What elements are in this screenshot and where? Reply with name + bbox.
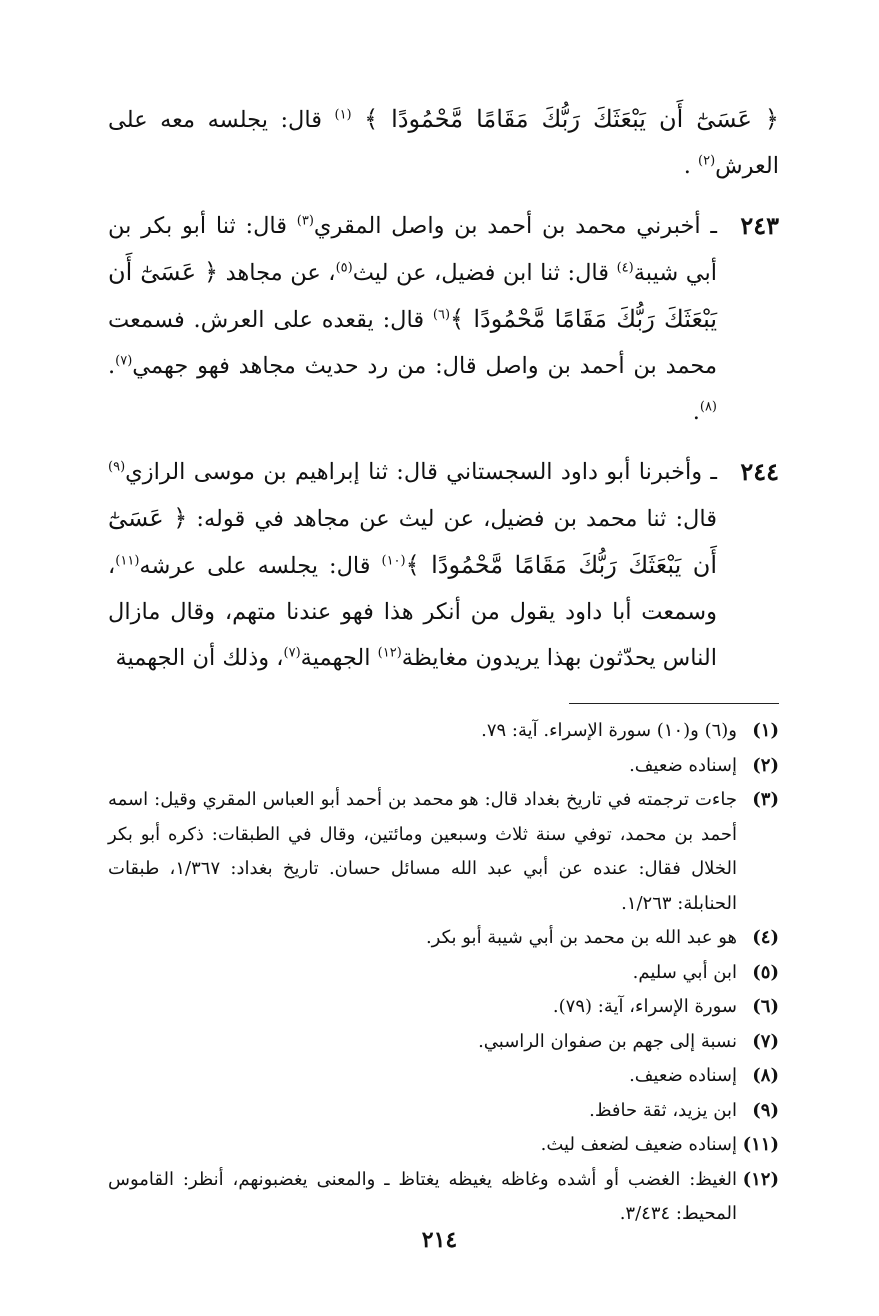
intro-text: قال: يجلسه معه على العرش [108, 107, 779, 179]
footnote-text: إسناده ضعيف. [629, 754, 737, 776]
footnote-ref: (١٢) [377, 645, 402, 661]
footnote-divider [569, 703, 779, 704]
footnote-number: (٦) [752, 996, 779, 1017]
entry-text: قال: يقعده على العرش. فسمعت محمد بن أحمد بن واصل قال: من رد حديث مجاهد فهو جهمي [108, 307, 717, 379]
footnote-item [108, 1025, 779, 1060]
entry-text: الجهمية [300, 645, 378, 671]
footnote-item [108, 990, 779, 1025]
footnote-number: (٥) [752, 961, 779, 983]
footnote-text: إسناده ضعيف لضعف ليث. [540, 1134, 737, 1155]
entry-text: . [108, 353, 116, 379]
footnote-item [108, 1059, 779, 1094]
footnote-text: و(٦) و(١٠) سورة الإسراء. آية: ٧٩. [481, 720, 737, 741]
footnote-ref: (٣) [296, 213, 314, 229]
footnote-ref: (٢) [698, 153, 716, 169]
entry-text: ، وسمعت أبا داود يقول من أنكر هذا فهو عندنا متهم، وقال مازال الناس يحدّثون بهذا يريدون مغايظة [108, 553, 717, 671]
footnote-ref: (١) [334, 107, 352, 123]
footnote-ref: (١١) [115, 553, 140, 569]
main-text [108, 96, 779, 681]
footnote-text: نسبة إلى جهم بن صفوان الراسبي. [478, 1030, 737, 1052]
entry-244 [108, 449, 779, 681]
footnote-item [108, 749, 779, 784]
page-number: ٢١٤ [421, 1227, 458, 1253]
quran-verse: ﴿ عَسَىٰٓ أَن يَبْعَثَكَ رَبُّكَ مَقَامًا مَّحْمُودًا ﴾ [108, 258, 717, 333]
entry-text: قال: يجلسه على عرشه [139, 553, 382, 579]
entry-end: . [692, 399, 700, 425]
footnote-ref: (٨) [699, 399, 717, 415]
footnote-item [108, 1128, 779, 1163]
footnote-number: (٨) [752, 1065, 779, 1086]
footnote-ref: (١٠) [381, 553, 406, 569]
footnote-text: هو عبد الله بن محمد بن أبي شيبة أبو بكر. [425, 927, 737, 948]
entry-text: قال: ثنا ابن فضيل، عن ليث [352, 260, 617, 286]
footnote-number: (١٢) [742, 1168, 779, 1190]
entry-text: ـ أخبرني محمد بن أحمد بن واصل المقري [313, 213, 717, 239]
footnote-item [108, 783, 779, 921]
footnote-text: الغيظ: الغضب أو أشده وغاظه يغيظه يغتاظ ـ والمعنى يغضبونهم، أنظر: القاموس المحيط: ٣/٤٣٤. [108, 1168, 737, 1224]
entry-text: ـ وأخبرنا أبو داود السجستاني قال: ثنا إبراهيم بن موسى الرازي [125, 459, 717, 485]
footnote-text: جاءت ترجمته في تاريخ بغداد قال: هو محمد بن أحمد أبو العباس المقري وقيل: اسمه أحمد بن محمد، توفي سنة ثلاث وسبعين ومائتين، وقال في الطبقات: ذكره أبو بكر الخلال فقال: عنده عن أبي عبد الله مسائل حسان. تاريخ بغداد: ١/٣٦٧، طبقات الحنابلة: ١/٢٦٣. [108, 789, 737, 914]
footnote-number: (٩) [752, 1099, 779, 1121]
entry-243 [108, 203, 779, 435]
footnote-text: ابن أبي سليم. [632, 961, 737, 983]
entry-text: قال: ثنا محمد بن فضيل، عن ليث عن مجاهد في قوله: [187, 506, 717, 532]
footnote-ref: (٥) [335, 260, 353, 276]
footnote-number: (٢) [752, 754, 779, 776]
entry-text: ، عن مجاهد [218, 260, 336, 286]
footnote-number: (١١) [742, 1134, 779, 1155]
footnote-ref: (٦) [432, 307, 451, 323]
intro-paragraph [108, 96, 779, 189]
footnote-ref: (٧) [115, 353, 133, 369]
footnote-item [108, 956, 779, 991]
footnote-ref: (٧) [283, 645, 301, 661]
quran-verse: ﴿ عَسَىٰٓ أَن يَبْعَثَكَ رَبُّكَ مَقَامًا مَّحْمُودًا ﴾ [108, 504, 718, 579]
footnotes [108, 714, 779, 1232]
footnote-number: (٣) [752, 789, 779, 810]
footnote-number: (٤) [752, 927, 779, 948]
footnote-item [108, 714, 779, 749]
entry-number: ٢٤٤ [740, 457, 779, 486]
footnote-number: (١) [752, 720, 779, 741]
footnote-item [108, 921, 779, 956]
entry-number: ٢٤٣ [740, 211, 779, 240]
footnote-text: إسناده ضعيف. [629, 1065, 737, 1086]
quran-verse: ﴿ عَسَىٰٓ أَن يَبْعَثَكَ رَبُّكَ مَقَامًا مَّحْمُودًا ﴾ [364, 105, 779, 133]
footnote-item [108, 1094, 779, 1129]
footnote-ref: (٤) [616, 260, 634, 276]
footnote-ref: (٩) [108, 459, 126, 475]
entry-text: ، وذلك أن الجهمية [115, 645, 284, 671]
footnote-text: سورة الإسراء، آية: (٧٩). [552, 996, 737, 1017]
footnote-number: (٧) [752, 1030, 779, 1052]
footnote-item [108, 1163, 779, 1232]
footnote-text: ابن يزيد، ثقة حافظ. [589, 1099, 737, 1121]
intro-end: . [683, 153, 699, 179]
entry-text: قال: ثنا أبو بكر بن أبي شيبة [108, 213, 717, 286]
